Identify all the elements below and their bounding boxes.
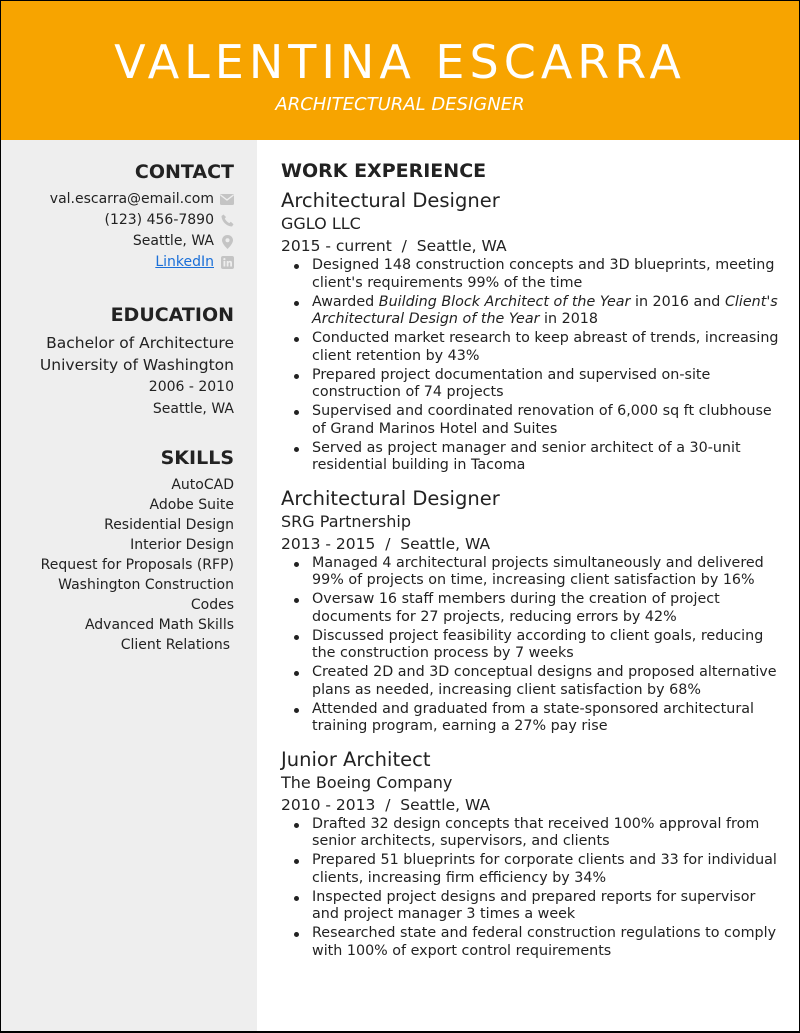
email-text[interactable]: val.escarra@email.com <box>49 191 214 207</box>
skill-item: AutoCAD <box>171 477 234 493</box>
job-bullet: Researched state and federal construction regulations to comply with 100% of export control requirements <box>312 925 781 960</box>
job-bullet: Drafted 32 design concepts that received 100% approval from senior architects, supervisors, and clients <box>312 816 781 851</box>
skill-item: Residential Design <box>104 517 234 533</box>
skill-item: Request for Proposals (RFP) <box>40 557 234 573</box>
linkedin-row <box>1 252 234 273</box>
skills-section <box>1 446 234 655</box>
contact-section <box>1 160 234 273</box>
phone-row <box>1 210 234 231</box>
education-heading: EDUCATION <box>110 304 234 326</box>
main-column <box>281 159 781 972</box>
job-entry <box>281 748 781 961</box>
job-dates: 2013 - 2015 / Seattle, WA <box>281 534 491 553</box>
job-bullet-award: Awarded Building Block Architect of the Year in 2016 and Client's Architectural Design of the Year in 2018 <box>312 294 781 329</box>
job-company: The Boeing Company <box>281 772 453 792</box>
job-title: Architectural Designer <box>281 486 500 510</box>
job-bullet: Oversaw 16 staff members during the creation of project documents for 27 projects, reducing errors by 42% <box>312 591 781 626</box>
job-title: Junior Architect <box>281 747 431 771</box>
job-bullet: Conducted market research to keep abreast of trends, increasing client retention by 43% <box>312 330 781 365</box>
job-bullets <box>281 816 781 961</box>
job-bullet: Designed 148 construction concepts and 3D blueprints, meeting client's requirements 99% of the time <box>312 257 781 292</box>
job-title: Architectural Designer <box>281 189 500 212</box>
job-bullet: Prepared project documentation and supervised on-site construction of 74 projects <box>312 367 781 402</box>
candidate-name: VALENTINA ESCARRA <box>114 35 686 89</box>
job-bullet: Created 2D and 3D conceptual designs and proposed alternative plans as needed, increasing client satisfaction by 68% <box>312 664 781 699</box>
education-school: University of Washington <box>39 356 234 374</box>
education-location: Seattle, WA <box>152 401 234 417</box>
job-company: GGLO LLC <box>281 214 361 233</box>
header-banner <box>1 1 799 140</box>
skill-item: Washington Construction Codes <box>58 577 234 613</box>
sidebar <box>1 140 257 1031</box>
job-dates: 2015 - current / Seattle, WA <box>281 237 507 255</box>
email-row <box>1 189 234 210</box>
job-bullet: Prepared 51 blueprints for corporate clients and 33 for individual clients, increasing firm efficiency by 34% <box>312 852 781 887</box>
phone-icon <box>220 214 234 228</box>
location-row <box>1 231 234 252</box>
location-text: Seattle, WA <box>132 233 214 249</box>
skill-item: Interior Design <box>130 537 234 553</box>
job-bullet: Managed 4 architectural projects simultaneously and delivered 99% of projects on time, increasing client satisfaction by 16% <box>312 555 781 590</box>
education-section <box>1 303 234 420</box>
skill-item: Adobe Suite <box>149 497 234 513</box>
skill-item: Client Relations <box>120 637 230 653</box>
education-years: 2006 - 2010 <box>148 379 234 395</box>
resume-page <box>1 1 799 1031</box>
job-bullets <box>281 555 781 736</box>
job-bullet: Discussed project feasibility according to client goals, reducing the construction process by 7 weeks <box>312 628 781 663</box>
job-bullet: Supervised and coordinated renovation of 6,000 sq ft clubhouse of Grand Marinos Hotel and Suites <box>312 403 781 438</box>
linkedin-link[interactable]: LinkedIn <box>155 254 214 270</box>
education-degree: Bachelor of Architecture <box>46 334 234 352</box>
job-bullet: Attended and graduated from a state-sponsored architectural training program, earning a 27% pay rise <box>312 701 781 736</box>
job-bullets <box>281 257 781 475</box>
work-heading: WORK EXPERIENCE <box>281 160 487 182</box>
envelope-icon <box>220 193 234 207</box>
candidate-role: ARCHITECTURAL DESIGNER <box>275 94 525 115</box>
contact-heading: CONTACT <box>134 161 234 183</box>
linkedin-icon <box>220 256 234 270</box>
job-bullet: Inspected project designs and prepared reports for supervisor and project manager 3 times a week <box>312 889 781 924</box>
job-dates: 2010 - 2013 / Seattle, WA <box>281 795 491 814</box>
job-entry <box>281 189 781 475</box>
skills-heading: SKILLS <box>160 447 234 469</box>
job-entry <box>281 487 781 736</box>
skill-item: Advanced Math Skills <box>84 617 234 633</box>
phone-text[interactable]: (123) 456-7890 <box>104 212 214 228</box>
map-pin-icon <box>220 235 234 249</box>
job-company: SRG Partnership <box>281 511 411 531</box>
job-bullet: Served as project manager and senior architect of a 30-unit residential building in Tacoma <box>312 440 781 475</box>
